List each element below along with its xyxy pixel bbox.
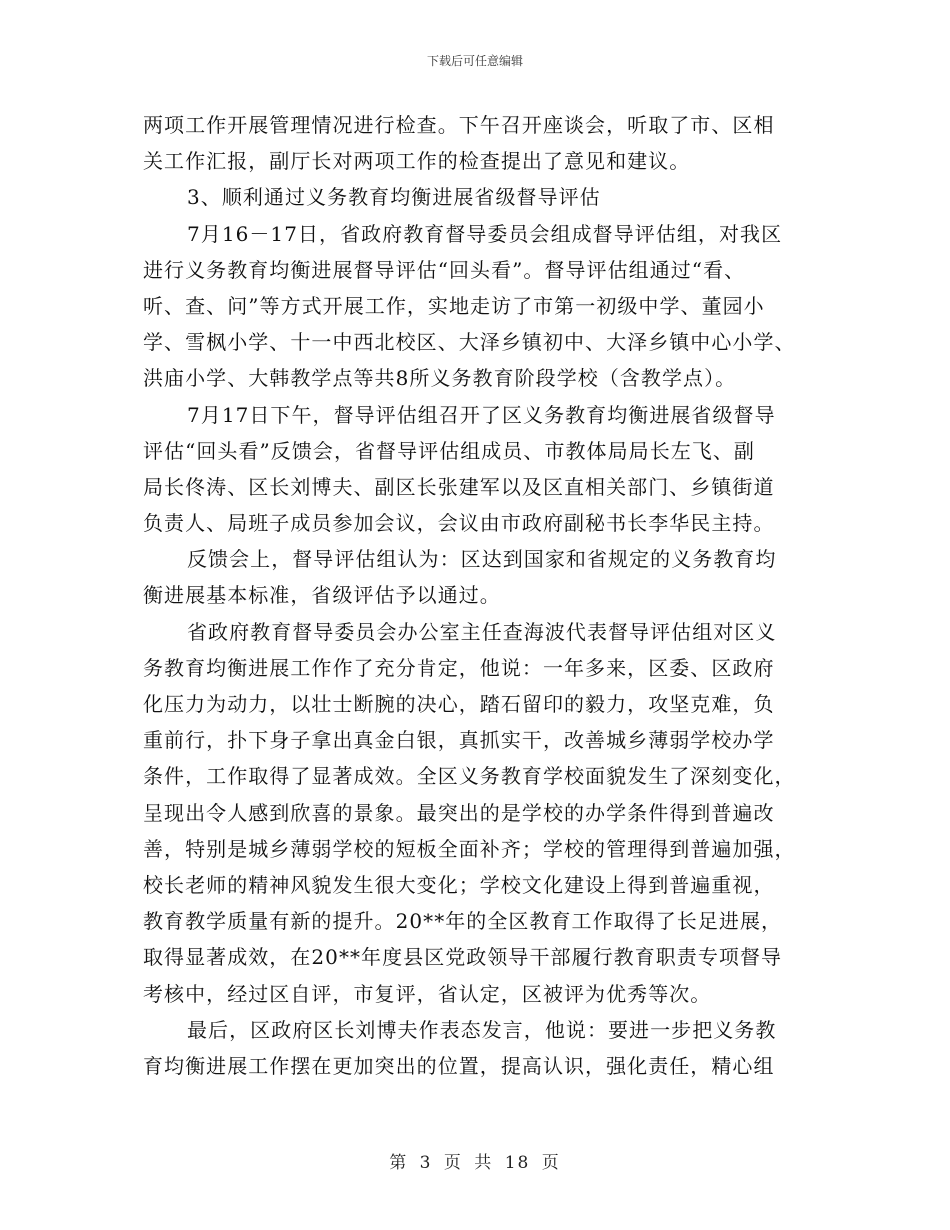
paragraph-line: 洪庙小学、大韩教学点等共8所义务教育阶段学校（含教学点）。 [143, 366, 737, 391]
paragraph [143, 397, 811, 542]
paragraph-line: 评估“回头看”反馈会，省督导评估组成员、市教体局局长左飞、副 [143, 438, 755, 463]
paragraph-line: 化压力为动力，以壮士断腕的决心，踏石留印的毅力，攻坚克难，负 [143, 692, 775, 716]
paragraph-line: 取得显著成效，在20**年度县区党政领导干部履行教育职责专项督导 [143, 945, 783, 970]
paragraph-line: 进行义务教育均衡进展督导评估“回头看”。督导评估组通过“看、 [143, 257, 746, 282]
paragraph-line: 教育教学质量有新的提升。20**年的全区教育工作取得了长足进展， [143, 909, 783, 934]
page-header-note: 下载后可任意编辑 [426, 54, 523, 68]
page-number-footer: 第 3 页 共 18 页 [389, 1153, 561, 1173]
document-body [143, 107, 811, 1084]
paragraph-line: 考核中，经过区自评，市复评，省认定，区被评为优秀等次。 [143, 981, 712, 1006]
paragraph-line: 育均衡进展工作摆在更加突出的位置，提高认识，强化责任，精心组 [143, 1053, 775, 1078]
section-heading [143, 179, 811, 215]
paragraph-line: 校长老师的精神风貌发生很大变化；学校文化建设上得到普遍重视， [143, 872, 775, 897]
paragraph-line: 条件，工作取得了显著成效。全区义务教育学校面貌发生了深刻变化， [143, 764, 796, 789]
paragraph-line: 两项工作开展管理情况进行检查。下午召开座谈会，听取了市、区相 [143, 113, 775, 137]
paragraph [143, 1012, 811, 1084]
paragraph [143, 541, 811, 613]
paragraph-line: 呈现出令人感到欣喜的景象。最突出的是学校的办学条件得到普遍改 [143, 800, 775, 825]
paragraph-line: 局长佟涛、区长刘博夫、副区长张建军以及区直相关部门、乡镇街道 [143, 474, 775, 499]
paragraph-line: 务教育均衡进展工作作了充分肯定，他说：一年多来，区委、区政府 [143, 655, 775, 680]
paragraph-line: 省政府教育督导委员会办公室主任查海波代表督导评估组对区义 [187, 619, 777, 644]
paragraph-line: 重前行，扑下身子拿出真金白银，真抓实干，改善城乡薄弱学校办学 [143, 728, 775, 753]
paragraph [143, 107, 811, 179]
paragraph [143, 216, 811, 397]
paragraph-line: 学、雪枫小学、十一中西北校区、大泽乡镇初中、大泽乡镇中心小学、 [143, 330, 796, 355]
paragraph-line: 负责人、局班子成员参加会议，会议由市政府副秘书长李华民主持。 [143, 511, 775, 536]
paragraph-line: 反馈会上，督导评估组认为：区达到国家和省规定的义务教育均 [187, 547, 777, 572]
paragraph-line: 7月17日下午，督导评估组召开了区义务教育均衡进展省级督导 [187, 402, 776, 427]
paragraph-line: 7月16－17日，省政府教育督导委员会组成督导评估组，对我区 [187, 221, 783, 246]
paragraph-line: 善，特别是城乡薄弱学校的短板全面补齐；学校的管理得到普遍加强， [143, 836, 796, 861]
paragraph-line: 3、顺利通过义务教育均衡进展省级督导评估 [187, 185, 601, 210]
paragraph-line: 听、查、问”等方式开展工作，实地走访了市第一初级中学、董园小 [143, 293, 765, 318]
paragraph-line: 最后，区政府区长刘博夫作表态发言，他说：要进一步把义务教 [187, 1017, 777, 1042]
paragraph-line: 衡进展基本标准，省级评估予以通过。 [143, 583, 501, 608]
paragraph-line: 关工作汇报，副厅长对两项工作的检查提出了意见和建议。 [143, 149, 691, 174]
paragraph [143, 614, 811, 1012]
